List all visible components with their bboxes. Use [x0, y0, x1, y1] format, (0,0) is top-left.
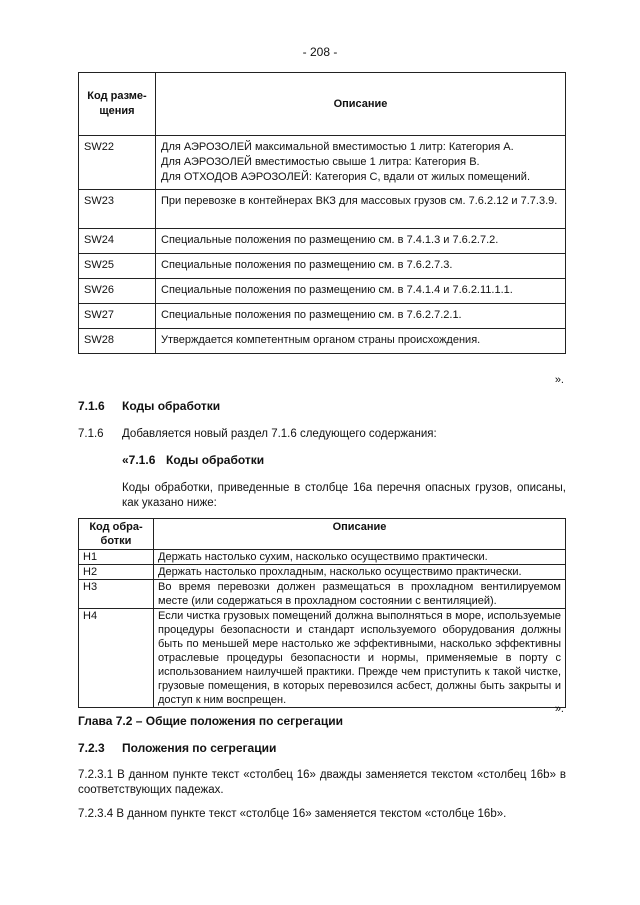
- table-row: [79, 229, 566, 254]
- row-code: H1: [79, 550, 154, 565]
- table-row: [79, 304, 566, 329]
- handling-codes-intro: Коды обработки, приведенные в столбце 16а перечня опасных грузов, описаны, как указано ниже:: [122, 482, 566, 509]
- row-code: SW27: [79, 304, 156, 329]
- chapter-heading: Глава 7.2 – Общие положения по сегрегации: [78, 714, 343, 728]
- row-description: [156, 136, 566, 190]
- row-code: SW22: [79, 136, 156, 190]
- row-code: H2: [79, 565, 154, 580]
- header-description: Описание: [156, 73, 566, 136]
- closing-quote: ».: [554, 374, 564, 386]
- paragraph-text: Добавляется новый раздел 7.1.6 следующего содержания:: [122, 428, 437, 440]
- paragraph-7-2-3-4: 7.2.3.4 В данном пункте текст «столбце 16» заменяется текстом «столбце 16b».: [78, 808, 507, 820]
- table-row: [79, 565, 566, 580]
- closing-quote: ».: [554, 703, 564, 715]
- row-code: SW23: [79, 190, 156, 229]
- paragraph-7-1-6: [78, 427, 437, 442]
- row-code: SW26: [79, 279, 156, 304]
- section-number: 7.2.3: [78, 741, 105, 755]
- row-description: Держать настолько сухим, насколько осуществимо практически.: [154, 550, 566, 565]
- section-title: Коды обработки: [122, 399, 221, 413]
- page-number: - 208 -: [302, 45, 338, 59]
- row-code: SW28: [79, 329, 156, 354]
- handling-codes-table: [78, 518, 566, 708]
- quoted-section-number: «7.1.6: [122, 453, 156, 467]
- table-row: [79, 190, 566, 229]
- section-number: 7.1.6: [78, 399, 105, 413]
- row-description: При перевозке в контейнерах ВКЗ для массовых грузов см. 7.6.2.12 и 7.7.3.9.: [156, 190, 566, 229]
- row-code: H3: [79, 580, 154, 609]
- row-description: Утверждается компетентным органом страны происхождения.: [156, 329, 566, 354]
- row-code: H4: [79, 609, 154, 708]
- desc-line: Для АЭРОЗОЛЕЙ максимальной вместимостью 1 литр: Категория А.: [161, 141, 514, 153]
- desc-line: Для ОТХОДОВ АЭРОЗОЛЕЙ: Категория С, вдали от жилых помещений.: [161, 171, 531, 183]
- section-heading-7-1-6: [78, 399, 220, 413]
- table-row: [79, 254, 566, 279]
- row-description: Специальные положения по размещению см. в 7.6.2.7.3.: [156, 254, 566, 279]
- desc-line: Для АЭРОЗОЛЕЙ вместимостью свыше 1 литра: Категория В.: [161, 156, 480, 168]
- table-row: [79, 609, 566, 708]
- row-description: Специальные положения по размещению см. в 7.6.2.7.2.1.: [156, 304, 566, 329]
- paragraph-number: 7.1.6: [78, 428, 104, 440]
- table-row: [79, 136, 566, 190]
- row-code: SW25: [79, 254, 156, 279]
- quoted-section-title: Коды обработки: [166, 453, 265, 467]
- header-code: Код обра-ботки: [79, 519, 154, 550]
- row-description: Специальные положения по размещению см. в 7.4.1.4 и 7.6.2.11.1.1.: [156, 279, 566, 304]
- header-code: Код разме-щения: [79, 73, 156, 136]
- quoted-heading-7-1-6: [122, 453, 264, 467]
- stowage-codes-table: [78, 72, 566, 354]
- paragraph-7-2-3-1: 7.2.3.1 В данном пункте текст «столбец 16» дважды заменяется текстом «столбец 16b» в соответствующих падежах.: [78, 769, 566, 796]
- table-row: [79, 580, 566, 609]
- header-description: Описание: [154, 519, 566, 550]
- table-row: [79, 550, 566, 565]
- table-row: [79, 329, 566, 354]
- row-description: Специальные положения по размещению см. в 7.4.1.3 и 7.6.2.7.2.: [156, 229, 566, 254]
- row-description: Если чистка грузовых помещений должна выполняться в море, используемые процедуры безопасности и стандарт используемого оборудования должны быть по меньшей мере настолько же эффективными, насколько эффективны отраслевые процедуры безопасности и нормы, применяемые в порту с использованием наилучшей практики. Прежде чем приступить к такой чистке, грузовые помещения, в которых перевозился асбест, должны быть закрыты и доступ к ним воспрещен.: [154, 609, 566, 708]
- row-description: Во время перевозки должен размещаться в прохладном вентилируемом месте (или содержаться в прохладном состоянии с вентиляцией).: [154, 580, 566, 609]
- table-row: [79, 279, 566, 304]
- row-description: Держать настолько прохладным, насколько осуществимо практически.: [154, 565, 566, 580]
- row-code: SW24: [79, 229, 156, 254]
- section-title: Положения по сегрегации: [122, 741, 277, 755]
- section-heading-7-2-3: [78, 741, 276, 755]
